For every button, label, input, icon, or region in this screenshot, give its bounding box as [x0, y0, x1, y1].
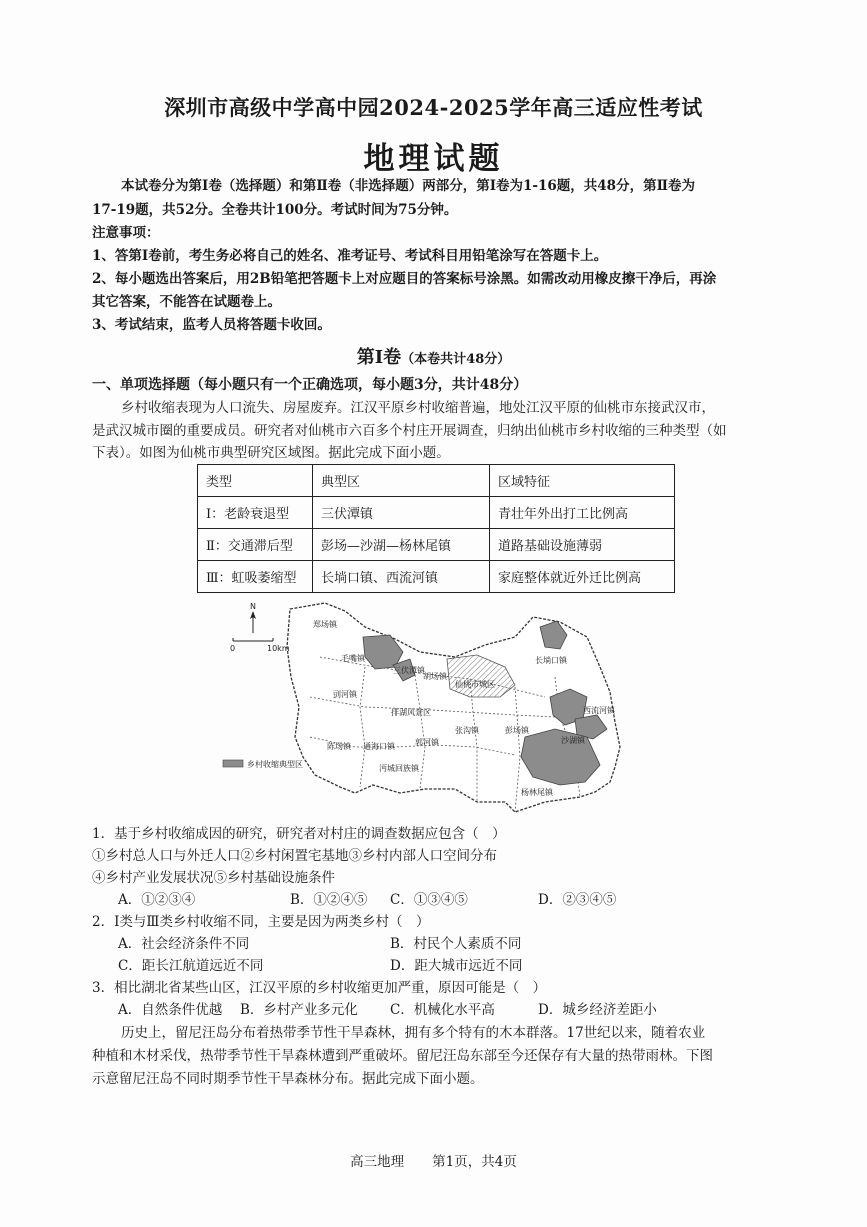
- q3-option-c: C．机械化水平高: [390, 1002, 495, 1018]
- town-label: 毛嘴镇: [341, 654, 365, 663]
- table-row: [198, 529, 675, 561]
- town-label: 郭河镇: [415, 738, 439, 747]
- q2-option-d: D．距大城市远近不同: [390, 958, 523, 974]
- q2-option-a: A．社会经济条件不同: [118, 936, 250, 952]
- table-header: 类型: [198, 465, 313, 497]
- q3-option-a: A．自然条件优越: [118, 1002, 223, 1018]
- note-2a: 2、每小题选出答案后，用2B铅笔把答题卡上对应题目的答案标号涂黑。如需改动用橡皮擦干净后，再涂: [92, 271, 717, 287]
- shrinkage-table: [197, 464, 675, 593]
- town-label: 杨林尾镇: [521, 788, 553, 797]
- scale-zero: 0: [230, 644, 236, 653]
- exam-title: 深圳市高级中学高中园2024-2025学年高三适应性考试: [164, 95, 703, 120]
- town-label: 长埫口镇: [535, 656, 567, 665]
- subject-title: 地理试题: [363, 141, 504, 177]
- town-label: 沙湖镇: [561, 736, 585, 745]
- q1-option-c: C．①③④⑤: [390, 892, 468, 908]
- intro-line-2: 17-19题，共52分。全卷共计100分。考试时间为75分钟。: [92, 202, 458, 218]
- page-footer: [0, 1150, 867, 1170]
- q2-stem: 2．Ⅰ类与Ⅲ类乡村收缩不同，主要是因为两类乡村（ ）: [92, 914, 430, 930]
- town-label: 彭场镇: [505, 726, 529, 735]
- north-label: N: [250, 602, 256, 611]
- town-label: 剅河镇: [333, 690, 357, 699]
- q1-items-1: ①乡村总人口与外迁人口②乡村闲置宅基地③乡村内部人口空间分布: [92, 848, 497, 864]
- town-label: 通海口镇: [363, 742, 395, 751]
- note-1: 1、答第Ⅰ卷前，考生务必将自己的姓名、准考证号、考试科目用铅笔涂写在答题卡上。: [92, 248, 608, 264]
- passage2-line-3: 示意留尼汪岛不同时期季节性干旱森林分布。据此完成下面小题。: [92, 1071, 484, 1087]
- table-header: 区域特征: [490, 465, 675, 497]
- note-2b: 其它答案，不能答在试题卷上。: [92, 294, 281, 310]
- table-row: [198, 497, 675, 529]
- part-title: 一、单项选择题（每小题只有一个正确选项，每小题3分，共计48分）: [92, 377, 528, 393]
- passage2-line-1: 历史上，留尼汪岛分布着热带季节性干旱森林，拥有多个特有的木本群落。17世纪以来，随着农业: [121, 1025, 706, 1041]
- table-cell: Ⅰ：老龄衰退型: [198, 497, 313, 529]
- footer-subject: 高三地理: [350, 1154, 405, 1170]
- table-cell: Ⅱ：交通滞后型: [198, 529, 313, 561]
- town-label: 郑场镇: [313, 620, 337, 629]
- section-heading: [0, 343, 867, 369]
- q3-option-b: B．乡村产业多元化: [240, 1002, 358, 1018]
- town-label: 仙桃市城区: [455, 680, 495, 689]
- town-label: 三伏潭镇: [393, 666, 425, 675]
- section-label: 第Ⅰ卷: [356, 347, 402, 368]
- scale-label: 10km: [267, 644, 290, 653]
- footer-page: 第1页，共4页: [432, 1154, 517, 1170]
- q1-items-2: ④乡村产业发展状况⑤乡村基础设施条件: [92, 870, 335, 886]
- town-label: 排湖风景区: [391, 708, 431, 717]
- town-label: 陈场镇: [327, 742, 351, 751]
- passage1-line-3: 下表）。如图为仙桃市典型研究区域图。据此完成下面小题。: [92, 445, 450, 461]
- intro-line-1: 本试卷分为第Ⅰ卷（选择题）和第Ⅱ卷（非选择题）两部分，第Ⅰ卷为1-16题，共48分，第Ⅱ卷为: [121, 178, 695, 194]
- compass-icon: [250, 611, 256, 633]
- town-label: 沔城回族镇: [379, 764, 419, 773]
- table-header: 典型区: [313, 465, 490, 497]
- q1-option-a: A．①②③④: [118, 892, 196, 908]
- q1-option-b: B．①②④⑤: [290, 892, 368, 908]
- town-label: 西流河镇: [583, 706, 615, 715]
- q3-stem: 3．相比湖北省某些山区，江汉平原的乡村收缩更加严重，原因可能是（ ）: [92, 980, 547, 996]
- table-cell: 三伏潭镇: [313, 497, 490, 529]
- town-label: 胡场镇: [423, 672, 447, 681]
- table-cell: 长埫口镇、西流河镇: [313, 561, 490, 593]
- table-header-row: [198, 465, 675, 497]
- table-cell: 彭场—沙湖—杨林尾镇: [313, 529, 490, 561]
- xiantao-map: [215, 597, 645, 817]
- table-cell: 青壮年外出打工比例高: [490, 497, 675, 529]
- table-cell: Ⅲ：虹吸萎缩型: [198, 561, 313, 593]
- notes-title: 注意事项：: [92, 225, 160, 241]
- q1-stem: 1．基于乡村收缩成因的研究，研究者对村庄的调查数据应包含（ ）: [92, 826, 506, 842]
- passage1-line-1: 乡村收缩表现为人口流失、房屋废弃。江汉平原乡村收缩普遍，地处江汉平原的仙桃市东接武汉市，: [121, 400, 715, 416]
- table-cell: 道路基础设施薄弱: [490, 529, 675, 561]
- q3-option-d: D．城乡经济差距小: [538, 1002, 657, 1018]
- passage1-line-2: 是武汉城市圈的重要成员。研究者对仙桃市六百多个村庄开展调查，归纳出仙桃市乡村收缩的三种类型（如: [92, 423, 727, 439]
- town-label: 张沟镇: [455, 726, 479, 735]
- q2-option-c: C．距长江航道远近不同: [118, 958, 264, 974]
- section-score: （本卷共计48分）: [401, 352, 511, 367]
- note-3: 3、考试结束，监考人员将答题卡收回。: [92, 317, 331, 333]
- passage2-line-2: 种植和木材采伐，热带季节性干旱森林遭到严重破坏。留尼汪岛东部至今还保存有大量的热带雨林。下图: [92, 1048, 713, 1064]
- table-cell: 家庭整体就近外迁比例高: [490, 561, 675, 593]
- legend-swatch: [223, 760, 243, 767]
- q2-option-b: B．村民个人素质不同: [390, 936, 522, 952]
- q1-option-d: D．②③④⑤: [538, 892, 617, 908]
- legend-label: 乡村收缩典型区: [247, 760, 303, 769]
- table-row: [198, 561, 675, 593]
